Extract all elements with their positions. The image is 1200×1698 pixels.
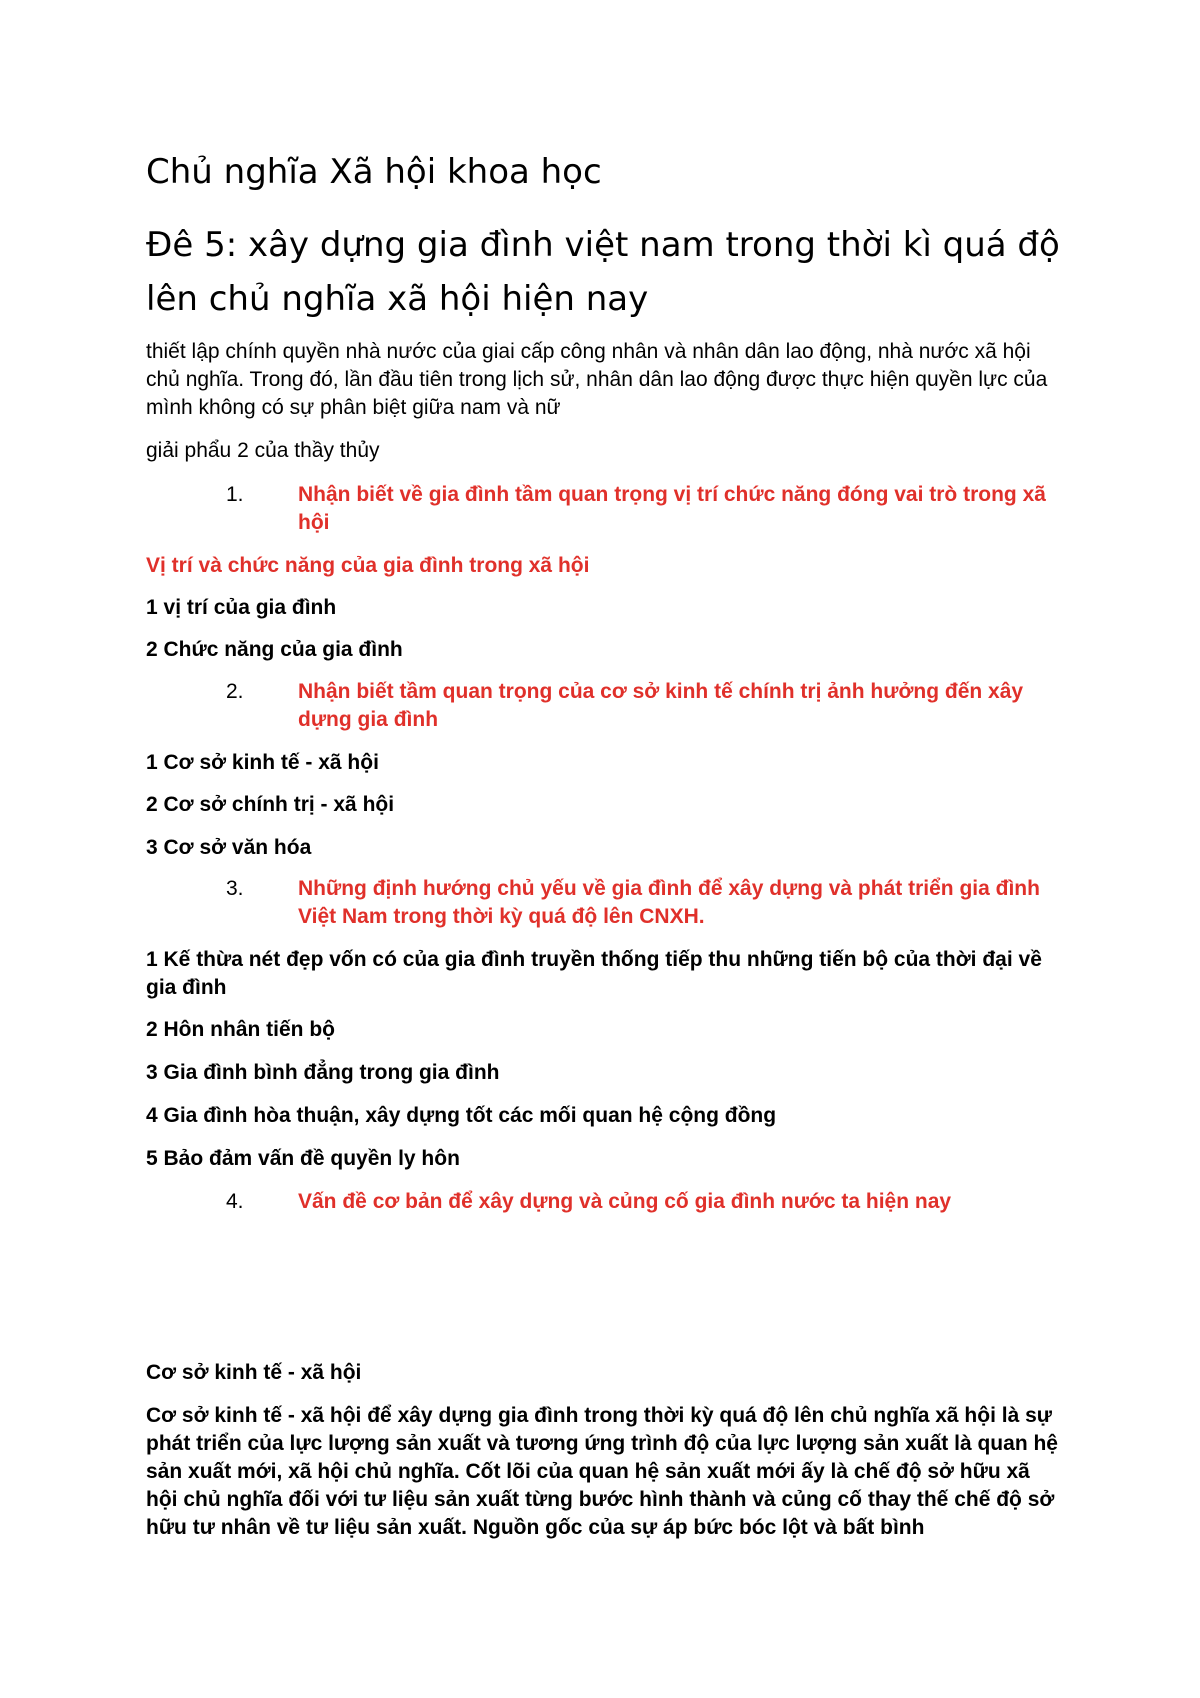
list-number-2: 2. [226,680,244,703]
document-subtitle: Đê 5: xây dựng gia đình việt nam trong thời kì quá độ lên chủ nghĩa xã hội hiện nay [146,225,1060,319]
list-text-2: Nhận biết tầm quan trọng của cơ sở kinh tế chính trị ảnh hưởng đến xây dựng gia đình [298,680,1024,731]
section3-point-3: 3 Gia đình bình đẳng trong gia đình [146,1061,500,1084]
list-text-3: Những định hướng chủ yếu về gia đình để xây dựng và phát triển gia đình Việt Nam trong thời kỳ quá độ lên CNXH. [298,877,1040,928]
section1-point-2: 2 Chức năng của gia đình [146,638,403,661]
list-text-4: Vấn đề cơ bản để xây dựng và củng cố gia đình nước ta hiện nay [298,1190,952,1213]
section2-point-1: 1 Cơ sở kinh tế - xã hội [146,751,379,774]
list-number-1: 1. [226,483,244,506]
section1-heading: Vị trí và chức năng của gia đình trong xã hội [146,554,590,577]
list-text-1: Nhận biết về gia đình tầm quan trọng vị trí chức năng đóng vai trò trong xã hội [298,483,1046,534]
list-item-4 [146,1188,1066,1216]
section1-point-1: 1 vị trí của gia đình [146,596,337,619]
list-item-2 [146,678,1066,734]
section3-point-4: 4 Gia đình hòa thuận, xây dựng tốt các mối quan hệ cộng đồng [146,1104,777,1127]
list-number-3: 3. [226,877,244,900]
section3-point-2: 2 Hôn nhân tiến bộ [146,1018,335,1041]
list-number-4: 4. [226,1190,244,1213]
section2-point-2: 2 Cơ sở chính trị - xã hội [146,793,395,816]
document-title: Chủ nghĩa Xã hội khoa học [146,152,602,192]
section3-point-1: 1 Kế thừa nét đẹp vốn có của gia đình truyền thống tiếp thu những tiến bộ của thời đại về gia đình [146,948,1042,999]
section2-point-3: 3 Cơ sở văn hóa [146,836,312,859]
section4-body: Cơ sở kinh tế - xã hội để xây dựng gia đình trong thời kỳ quá độ lên chủ nghĩa xã hội là sự phát triển của lực lượng sản xuất và tương ứng trình độ của lực lượng sản xuất là quan hệ sản xuất mới, xã hội chủ nghĩa. Cốt lõi của quan hệ sản xuất mới ấy là chế độ sở hữu xã hội chủ nghĩa đối với tư liệu sản xuất từng bước hình thành và củng cố thay thế chế độ sở hữu tư nhân về tư liệu sản xuất. Nguồn gốc của sự áp bức bóc lột và bất bình [146,1404,1058,1539]
intro-paragraph: thiết lập chính quyền nhà nước của giai cấp công nhân và nhân dân lao động, nhà nước xã hội chủ nghĩa. Trong đó, lần đầu tiên trong lịch sử, nhân dân lao động được thực hiện quyền lực của mình không có sự phân biệt giữa nam và nữ [146,340,1048,419]
section4-heading: Cơ sở kinh tế - xã hội [146,1361,362,1384]
list-item-1 [146,481,1066,537]
section3-point-5: 5 Bảo đảm vấn đề quyền ly hôn [146,1147,460,1170]
note-paragraph: giải phẩu 2 của thầy thủy [146,439,380,462]
list-item-3 [146,875,1066,931]
